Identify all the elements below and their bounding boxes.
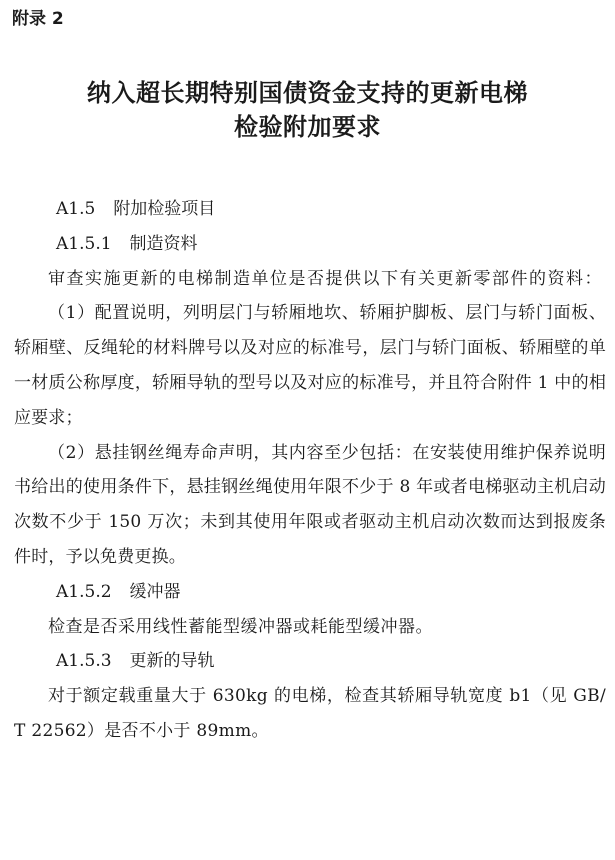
section-heading-a1-5-1 xyxy=(14,227,606,262)
section-heading-a1-5 xyxy=(14,192,606,227)
section-title: 缓冲器 xyxy=(129,581,181,602)
document-title xyxy=(0,76,615,144)
section-number: A1.5 xyxy=(56,199,96,219)
section-number: A1.5.3 xyxy=(56,651,112,672)
section-title: 更新的导轨 xyxy=(129,651,215,672)
paragraph-wire-rope-item: （2）悬挂钢丝绳寿命声明，其内容至少包括：在安装使用维护保养说明书给出的使用条件下，悬挂钢丝绳使用年限不少于 8 年或者电梯驱动主机启动次数不少于 150 万次；未到其使用年限或者驱动主机启动次数而达到报废条件时，予以免费更换。 xyxy=(14,442,606,567)
paragraph-guide-rail: 对于额定载重量大于 630kg 的电梯，检查其轿厢导轨宽度 b1（见 GB/T 22562）是否不小于 89mm。 xyxy=(14,686,606,741)
document-body xyxy=(14,192,606,749)
section-heading-a1-5-3 xyxy=(14,644,606,679)
document-title-line-1: 纳入超长期特别国债资金支持的更新电梯 xyxy=(87,79,528,107)
section-title: 附加检验项目 xyxy=(113,199,216,219)
paragraph-manufacturing-intro: 审查实施更新的电梯制造单位是否提供以下有关更新零部件的资料： xyxy=(48,268,603,289)
section-number: A1.5.2 xyxy=(56,581,112,602)
document-title-line-2: 检验附加要求 xyxy=(234,113,381,141)
paragraph-configuration-item: （1）配置说明，列明层门与轿厢地坎、轿厢护脚板、层门与轿门面板、轿厢壁、反绳轮的材料牌号以及对应的标准号，层门与轿门面板、轿厢壁的单一材质公称厚度，轿厢导轨的型号以及对应的标准号，并且符合附件 1 中的相应要求； xyxy=(14,303,606,428)
appendix-label: 附录 2 xyxy=(12,9,64,29)
section-heading-a1-5-2 xyxy=(14,575,606,610)
section-number: A1.5.1 xyxy=(56,233,112,254)
paragraph-buffer: 检查是否采用线性蓄能型缓冲器或耗能型缓冲器。 xyxy=(48,616,433,637)
section-title: 制造资料 xyxy=(129,233,198,254)
